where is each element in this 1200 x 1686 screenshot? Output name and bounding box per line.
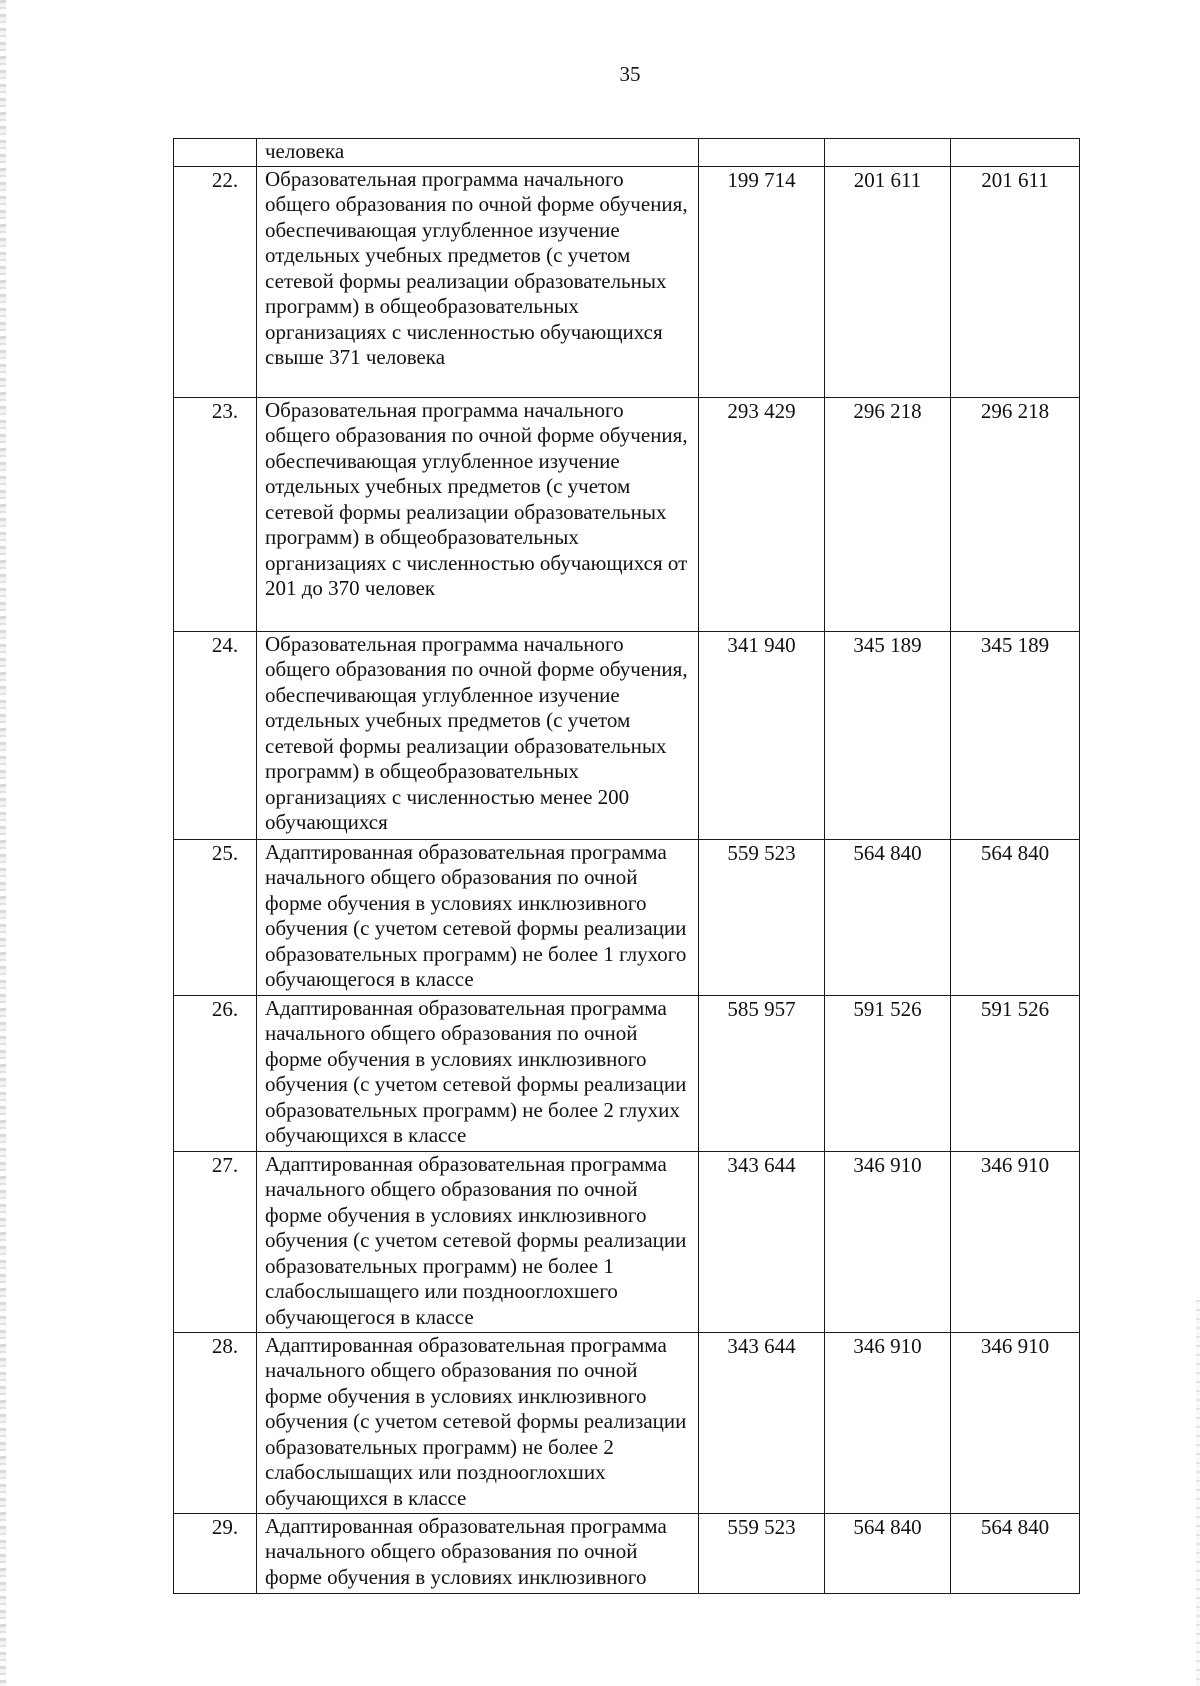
- row-description: Адаптированная образовательная программа начального общего образования по очной форме обучения в условиях инклюзивного: [257, 1513, 699, 1593]
- value-col-2: 591 526: [825, 995, 951, 1151]
- row-description: Адаптированная образовательная программа начального общего образования по очной форме обучения в условиях инклюзивного обучения (с учетом сетевой формы реализации образовательных программ) не более 2 слабослышащих или позднооглохших обучающихся в классе: [257, 1332, 699, 1513]
- row-number: 24.: [174, 631, 257, 839]
- value-col-1: [699, 139, 825, 167]
- value-col-3: 345 189: [951, 631, 1080, 839]
- value-col-2: 564 840: [825, 839, 951, 995]
- row-number: [174, 139, 257, 167]
- value-col-2: [825, 139, 951, 167]
- value-col-1: 293 429: [699, 397, 825, 631]
- row-number: 28.: [174, 1332, 257, 1513]
- row-number: 22.: [174, 166, 257, 397]
- row-description: Адаптированная образовательная программа начального общего образования по очной форме обучения в условиях инклюзивного обучения (с учетом сетевой формы реализации образовательных программ) не более 1 слабослышащего или позднооглохшего обучающегося в классе: [257, 1151, 699, 1332]
- value-col-2: 345 189: [825, 631, 951, 839]
- value-col-3: 591 526: [951, 995, 1080, 1151]
- value-col-1: 559 523: [699, 1513, 825, 1593]
- value-col-1: 343 644: [699, 1151, 825, 1332]
- table-row: [174, 995, 1080, 1151]
- row-description: Образовательная программа начального общего образования по очной форме обучения, обеспечивающая углубленное изучение отдельных учебных предметов (с учетом сетевой формы реализации образовательных программ) в общеобразовательных организациях с численностью менее 200 обучающихся: [257, 631, 699, 839]
- value-col-1: 559 523: [699, 839, 825, 995]
- value-col-1: 343 644: [699, 1332, 825, 1513]
- row-description: Адаптированная образовательная программа начального общего образования по очной форме обучения в условиях инклюзивного обучения (с учетом сетевой формы реализации образовательных программ) не более 2 глухих обучающихся в классе: [257, 995, 699, 1151]
- row-description: Образовательная программа начального общего образования по очной форме обучения, обеспечивающая углубленное изучение отдельных учебных предметов (с учетом сетевой формы реализации образовательных программ) в общеобразовательных организациях с численностью обучающихся свыше 371 человека: [257, 166, 699, 397]
- value-col-2: 564 840: [825, 1513, 951, 1593]
- table-row: [174, 1151, 1080, 1332]
- value-col-3: 201 611: [951, 166, 1080, 397]
- value-col-3: 296 218: [951, 397, 1080, 631]
- value-col-1: 341 940: [699, 631, 825, 839]
- row-number: 23.: [174, 397, 257, 631]
- value-col-2: 346 910: [825, 1332, 951, 1513]
- row-description: Образовательная программа начального общего образования по очной форме обучения, обеспечивающая углубленное изучение отдельных учебных предметов (с учетом сетевой формы реализации образовательных программ) в общеобразовательных организациях с численностью обучающихся от 201 до 370 человек: [257, 397, 699, 631]
- value-col-1: 585 957: [699, 995, 825, 1151]
- value-col-3: 564 840: [951, 839, 1080, 995]
- value-col-3: [951, 139, 1080, 167]
- table-row: [174, 139, 1080, 167]
- table-row: [174, 1332, 1080, 1513]
- value-col-1: 199 714: [699, 166, 825, 397]
- table-row: [174, 839, 1080, 995]
- row-description: человека: [257, 139, 699, 167]
- table-row: [174, 397, 1080, 631]
- scan-edge-left: [0, 0, 6, 1686]
- row-number: 25.: [174, 839, 257, 995]
- table-row: [174, 631, 1080, 839]
- table-row: [174, 1513, 1080, 1593]
- value-col-2: 296 218: [825, 397, 951, 631]
- value-col-2: 201 611: [825, 166, 951, 397]
- page-number: 35: [619, 62, 641, 86]
- scan-edge-right: [1196, 1300, 1200, 1686]
- tariff-table: [173, 138, 1080, 1594]
- row-description: Адаптированная образовательная программа начального общего образования по очной форме обучения в условиях инклюзивного обучения (с учетом сетевой формы реализации образовательных программ) не более 1 глухого обучающегося в классе: [257, 839, 699, 995]
- value-col-3: 346 910: [951, 1151, 1080, 1332]
- row-number: 26.: [174, 995, 257, 1151]
- row-number: 27.: [174, 1151, 257, 1332]
- value-col-3: 346 910: [951, 1332, 1080, 1513]
- value-col-2: 346 910: [825, 1151, 951, 1332]
- row-number: 29.: [174, 1513, 257, 1593]
- table-row: [174, 166, 1080, 397]
- value-col-3: 564 840: [951, 1513, 1080, 1593]
